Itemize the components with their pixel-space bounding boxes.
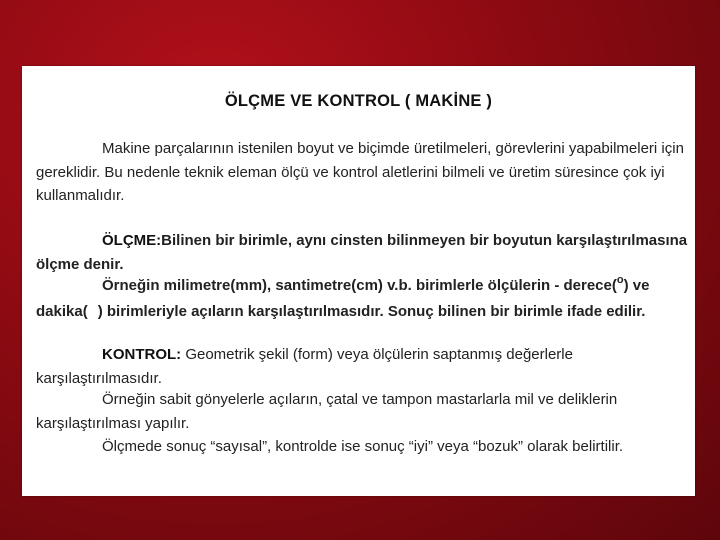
intro-paragraph: Makine parçalarının istenilen boyut ve biçimde üretilmeleri, görevlerini yapabilmeleri için gereklidir. Bu nedenle teknik eleman ölçü ve kontrol aletlerini bilmeli ve üretim süresince çok iyi kullanmalıdır. — [36, 140, 684, 204]
olcme-example-part1: Örneğin milimetre(mm), santimetre(cm) v.b. birimlerle ölçülerin - derece( — [102, 277, 617, 294]
document-page — [22, 66, 695, 496]
kontrol-definition-paragraph — [36, 343, 691, 390]
olcme-term: ÖLÇME: — [102, 232, 162, 249]
result-paragraph: Ölçmede sonuç “sayısal”, kontrolde ise sonuç “iyi” veya “bozuk” olarak belirtilir. — [102, 438, 624, 455]
olcme-example-part3: ) birimleriyle açıların karşılaştırılmasıdır. Sonuç bilinen bir birimle ifade edilir. — [97, 302, 646, 320]
kontrol-example-paragraph: Örneğin sabit gönyelerle açıların, çatal ve tampon mastarlarla mil ve deliklerin karşılaştırılması yapılır. — [36, 391, 618, 432]
document-title: ÖLÇME VE KONTROL ( MAKİNE ) — [224, 92, 493, 110]
olcme-example-paragraph — [36, 274, 691, 323]
olcme-definition-paragraph — [36, 229, 691, 276]
olcme-definition: Bilinen bir birimle, aynı cinsten bilinmeyen bir boyutun karşılaştırılmasına ölçme denir. — [36, 232, 688, 273]
degree-symbol: o — [616, 274, 624, 286]
kontrol-term: KONTROL: — [102, 346, 182, 363]
kontrol-definition: Geometrik şekil (form) veya ölçülerin saptanmış değerlerle karşılaştırılmasıdır. — [36, 346, 573, 387]
olcme-example-part2: ) ve dakika( — [36, 277, 650, 320]
